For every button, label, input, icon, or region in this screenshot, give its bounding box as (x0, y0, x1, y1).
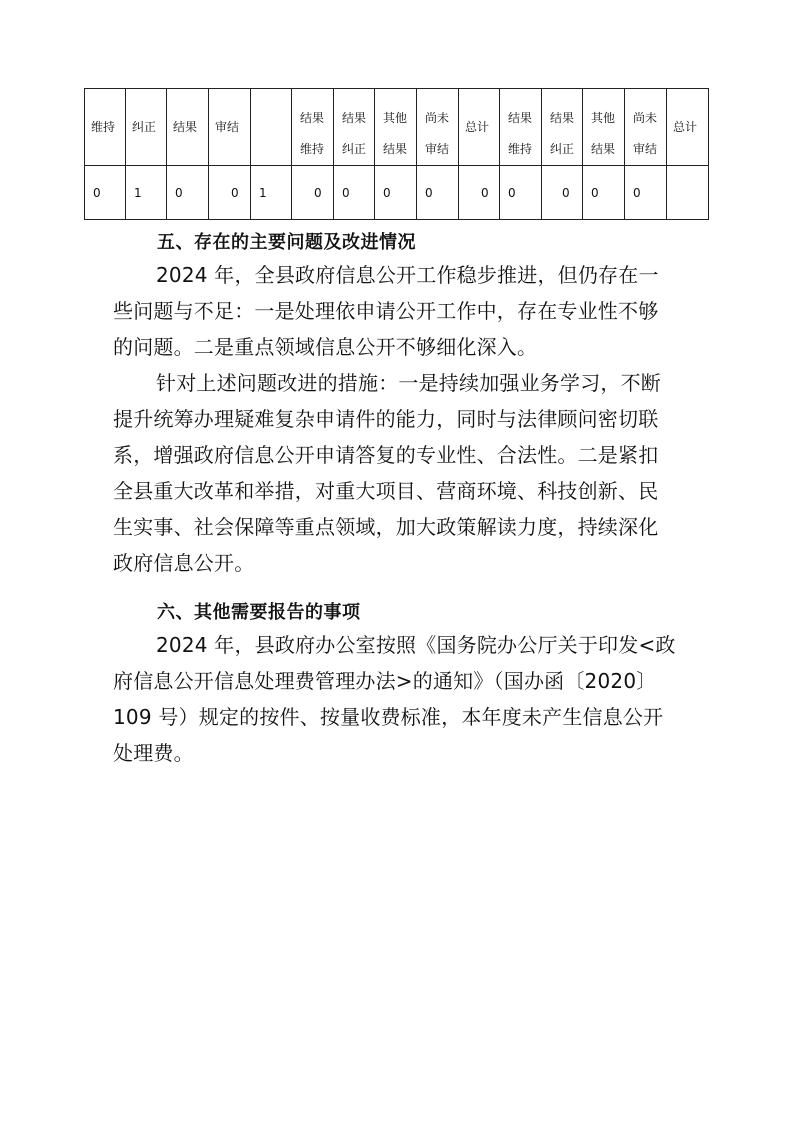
section-6-paragraph-1 (113, 627, 688, 771)
cell-value: 0 (425, 185, 433, 200)
header-cell-text: 审结 (425, 142, 450, 156)
cell-value: 0 (93, 185, 101, 200)
cell-value: 0 (175, 185, 183, 200)
cell-value: 0 (508, 185, 516, 200)
table-cell (625, 166, 667, 220)
header-cell-text: 其他 (591, 111, 616, 125)
header-cell (542, 89, 583, 166)
header-cell-text: 总计 (673, 120, 698, 134)
cell-value: 0 (342, 185, 350, 200)
cell-value: 0 (231, 185, 239, 200)
header-cell (625, 89, 667, 166)
table-cell (542, 166, 583, 220)
table-cell (417, 166, 459, 220)
header-cell-text: 其他 (383, 111, 408, 125)
header-cell-text: 结果 (550, 111, 575, 125)
header-cell-text: 结果 (508, 111, 533, 125)
header-cell (209, 89, 251, 166)
statistics-table (84, 88, 709, 220)
cell-value: 0 (481, 185, 489, 200)
section-5-paragraph-2 (113, 365, 688, 581)
table-cell (375, 166, 417, 220)
header-cell (583, 89, 625, 166)
table-header-row (85, 89, 709, 166)
text-line: 全县重大改革和举措，对重大项目、营商环境、科技创新、民 (113, 479, 659, 503)
table-cell (126, 166, 167, 220)
table-cell (459, 166, 500, 220)
header-cell-text: 维持 (508, 142, 533, 156)
section-5-heading: 五、存在的主要问题及改进情况 (157, 232, 416, 253)
header-cell (375, 89, 417, 166)
text-line: 系，增强政府信息公开申请答复的专业性、合法性。二是紧扣 (113, 443, 659, 467)
table-cell (500, 166, 542, 220)
section-5-paragraph-1 (113, 257, 688, 365)
header-cell-text: 结果 (591, 142, 616, 156)
cell-value: 0 (383, 185, 391, 200)
cell-value: 0 (562, 185, 570, 200)
header-cell-text: 尚未 (633, 111, 658, 125)
header-cell-text: 审结 (633, 142, 658, 156)
text-line: 109 号）规定的按件、按量收费标准，本年度未产生信息公开 (113, 705, 664, 729)
text-line: 2024 年，全县政府信息公开工作稳步推进，但仍存在一 (156, 263, 659, 287)
header-cell-text: 尚未 (425, 111, 450, 125)
header-cell-text: 纠正 (132, 120, 157, 134)
section-6-heading: 六、其他需要报告的事项 (157, 602, 361, 623)
header-cell (126, 89, 167, 166)
header-cell (667, 89, 709, 166)
text-line: 处理费。 (113, 741, 194, 765)
table-cell (251, 166, 292, 220)
header-cell (85, 89, 126, 166)
cell-value: 0 (314, 185, 322, 200)
table-cell (85, 166, 126, 220)
text-line: 政府信息公开。 (113, 551, 255, 575)
cell-value: 1 (259, 185, 267, 200)
header-cell-text: 维持 (91, 120, 116, 134)
text-line: 生实事、社会保障等重点领域，加大政策解读力度，持续深化 (113, 515, 659, 539)
text-line: 2024 年，县政府办公室按照《国务院办公厅关于印发<政 (156, 633, 676, 657)
text-line: 针对上述问题改进的措施：一是持续加强业务学习，不断 (156, 371, 661, 395)
header-cell-text: 审结 (215, 120, 240, 134)
table-cell (334, 166, 375, 220)
table-cell (292, 166, 334, 220)
header-cell (459, 89, 500, 166)
text-line: 的问题。二是重点领域信息公开不够细化深入。 (113, 335, 538, 359)
table-row (85, 166, 709, 220)
text-line: 提升统筹办理疑难复杂申请件的能力，同时与法律顾问密切联 (113, 407, 659, 431)
header-cell-text: 结果 (300, 111, 325, 125)
table-cell (583, 166, 625, 220)
table-cell (667, 166, 709, 220)
header-cell-text: 结果 (383, 142, 408, 156)
header-cell (292, 89, 334, 166)
cell-value: 1 (134, 185, 142, 200)
header-cell (334, 89, 375, 166)
header-cell-text: 纠正 (342, 142, 367, 156)
text-line: 些问题与不足：一是处理依申请公开工作中，存在专业性不够 (113, 299, 659, 323)
header-cell-text: 总计 (465, 120, 490, 134)
header-cell-text: 纠正 (550, 142, 575, 156)
cell-value: 0 (633, 185, 641, 200)
header-cell (167, 89, 209, 166)
text-line: 府信息公开信息处理费管理办法>的通知》（国办函〔2020〕 (113, 669, 657, 693)
header-cell (251, 89, 292, 166)
header-cell-text: 结果 (342, 111, 367, 125)
header-cell (500, 89, 542, 166)
table-cell (167, 166, 209, 220)
cell-value: 0 (591, 185, 599, 200)
header-cell (417, 89, 459, 166)
header-cell-text: 结果 (173, 120, 198, 134)
header-cell-text: 维持 (300, 142, 325, 156)
table-cell (209, 166, 251, 220)
